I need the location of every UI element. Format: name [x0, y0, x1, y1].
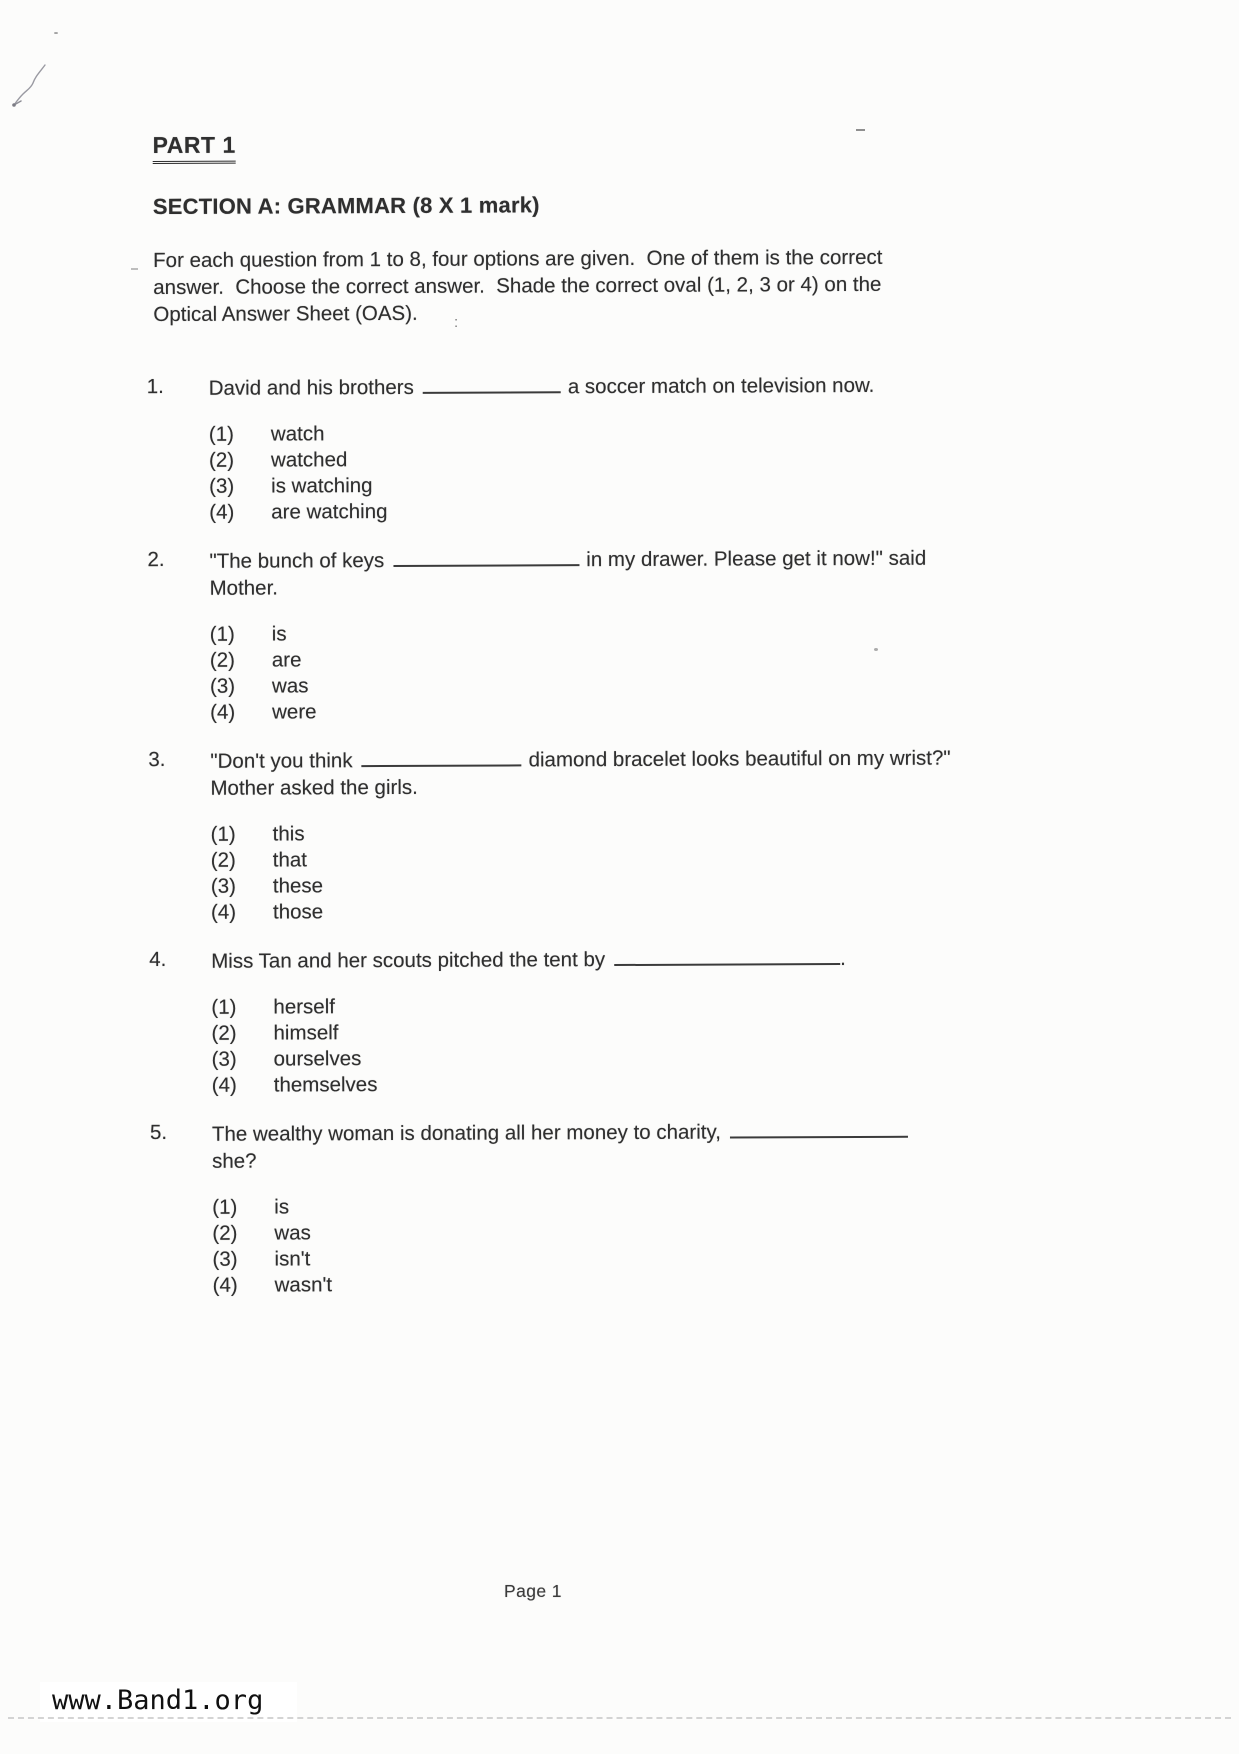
question-text-after: a soccer match on television now. [567, 373, 875, 399]
question-2 [147, 544, 1182, 727]
option-label: those [272, 900, 324, 924]
option-row [210, 645, 927, 674]
option-label: is [274, 1195, 290, 1219]
instructions-line: answer. Choose the correct answer. Shade the correct oval (1, 2, 3 or 4) on the [153, 272, 882, 300]
option-row [211, 819, 951, 848]
answer-blank [614, 950, 840, 966]
question-text [209, 545, 926, 575]
question-text-before: "The bunch of keys [209, 549, 385, 573]
question-1 [147, 371, 1182, 527]
option-row [211, 897, 951, 926]
option-number: (3) [211, 1047, 237, 1071]
option-label: this [272, 822, 305, 846]
answer-blank [423, 378, 561, 394]
question-text [210, 745, 950, 775]
option-number: (2) [209, 648, 235, 672]
option-row [212, 1192, 915, 1221]
option-number: (3) [210, 874, 236, 898]
option-row [210, 619, 927, 648]
question-text-line2: she? [212, 1149, 257, 1173]
question-text-after: diamond bracelet looks beautiful on my wrist?" [528, 746, 951, 772]
question-text-before: David and his brothers [208, 375, 414, 400]
options-list [210, 619, 927, 726]
option-label: were [272, 700, 317, 724]
option-row [209, 419, 875, 448]
option-row [212, 1044, 847, 1073]
option-label: isn't [274, 1247, 311, 1271]
question-list [146, 371, 1185, 1299]
option-row [212, 1244, 915, 1273]
option-number: (1) [212, 1195, 238, 1219]
option-row [210, 697, 927, 726]
option-row [211, 871, 951, 900]
option-number: (1) [208, 422, 235, 446]
option-number: (4) [212, 1273, 238, 1297]
instructions-line: For each question from 1 to 8, four options are given. One of them is the correct [153, 245, 883, 273]
option-number: (4) [210, 700, 236, 724]
question-text-before: "Don't you think [210, 749, 353, 773]
option-number: (3) [212, 1247, 238, 1271]
part-title: PART 1 [153, 132, 236, 164]
option-label: are watching [271, 500, 388, 524]
option-label: herself [273, 995, 335, 1019]
question-text-line2: Mother. [209, 576, 278, 600]
option-label: was [274, 1221, 311, 1245]
question-number: 1. [146, 374, 164, 399]
options-list [209, 419, 875, 526]
answer-blank [393, 551, 579, 567]
question-4 [149, 944, 1184, 1100]
option-label: watched [270, 448, 348, 472]
question-number: 4. [149, 947, 167, 972]
page-number: Page 1 [504, 1581, 562, 1601]
question-text [209, 372, 875, 402]
option-label: himself [273, 1021, 339, 1045]
option-row [210, 671, 927, 700]
options-list [212, 1192, 915, 1299]
watermark-text: www.Band1.org [40, 1682, 297, 1722]
option-number: (2) [210, 848, 236, 872]
option-number: (2) [208, 448, 235, 472]
option-number: (2) [212, 1221, 238, 1245]
options-list [211, 992, 846, 1099]
option-number: (4) [211, 1073, 237, 1097]
option-row [209, 471, 875, 500]
option-label: are [271, 648, 302, 672]
question-text-tail: . [840, 947, 846, 971]
option-row [212, 1070, 847, 1099]
instructions-line: Optical Answer Sheet (OAS). [153, 301, 418, 327]
option-number: (4) [209, 500, 235, 524]
page-bottom-divider [8, 1717, 1231, 1719]
answer-blank [730, 1123, 908, 1139]
question-number: 5. [149, 1120, 168, 1145]
option-label: that [272, 848, 308, 872]
option-number: (1) [211, 995, 237, 1019]
option-row [209, 497, 875, 526]
scan-speck: : [454, 314, 459, 331]
question-text-line2: Mother asked the girls. [210, 775, 418, 800]
question-text [212, 1118, 915, 1148]
option-label: these [272, 874, 324, 898]
question-number: 3. [148, 747, 166, 772]
option-label: was [271, 674, 309, 698]
question-5 [150, 1117, 1185, 1300]
section-title: SECTION A: GRAMMAR (8 X 1 mark) [152, 192, 540, 220]
option-label: themselves [273, 1073, 378, 1097]
question-text [211, 945, 846, 975]
option-number: (3) [209, 474, 235, 498]
option-label: is watching [271, 474, 373, 498]
option-row [209, 445, 875, 474]
option-number: (1) [210, 822, 236, 846]
option-row [211, 992, 846, 1021]
option-label: wasn't [274, 1273, 333, 1297]
question-number: 2. [147, 547, 165, 572]
option-number: (4) [210, 900, 237, 924]
option-row [213, 1270, 916, 1299]
option-row [211, 845, 951, 874]
option-label: ourselves [273, 1047, 362, 1071]
option-label: is [271, 622, 287, 646]
question-3 [148, 744, 1183, 927]
option-row [212, 1218, 915, 1247]
option-number: (1) [209, 622, 235, 646]
option-row [211, 1018, 846, 1047]
question-text-before: The wealthy woman is donating all her money to charity, [211, 1120, 721, 1146]
answer-blank [362, 751, 522, 767]
options-list [211, 819, 952, 926]
option-label: watch [270, 422, 325, 446]
instructions-text [153, 243, 1180, 328]
question-text-after: in my drawer. Please get it now!" said [586, 546, 927, 572]
question-text-before: Miss Tan and her scouts pitched the tent by [211, 948, 606, 973]
option-number: (3) [209, 674, 236, 698]
option-number: (2) [211, 1021, 237, 1045]
